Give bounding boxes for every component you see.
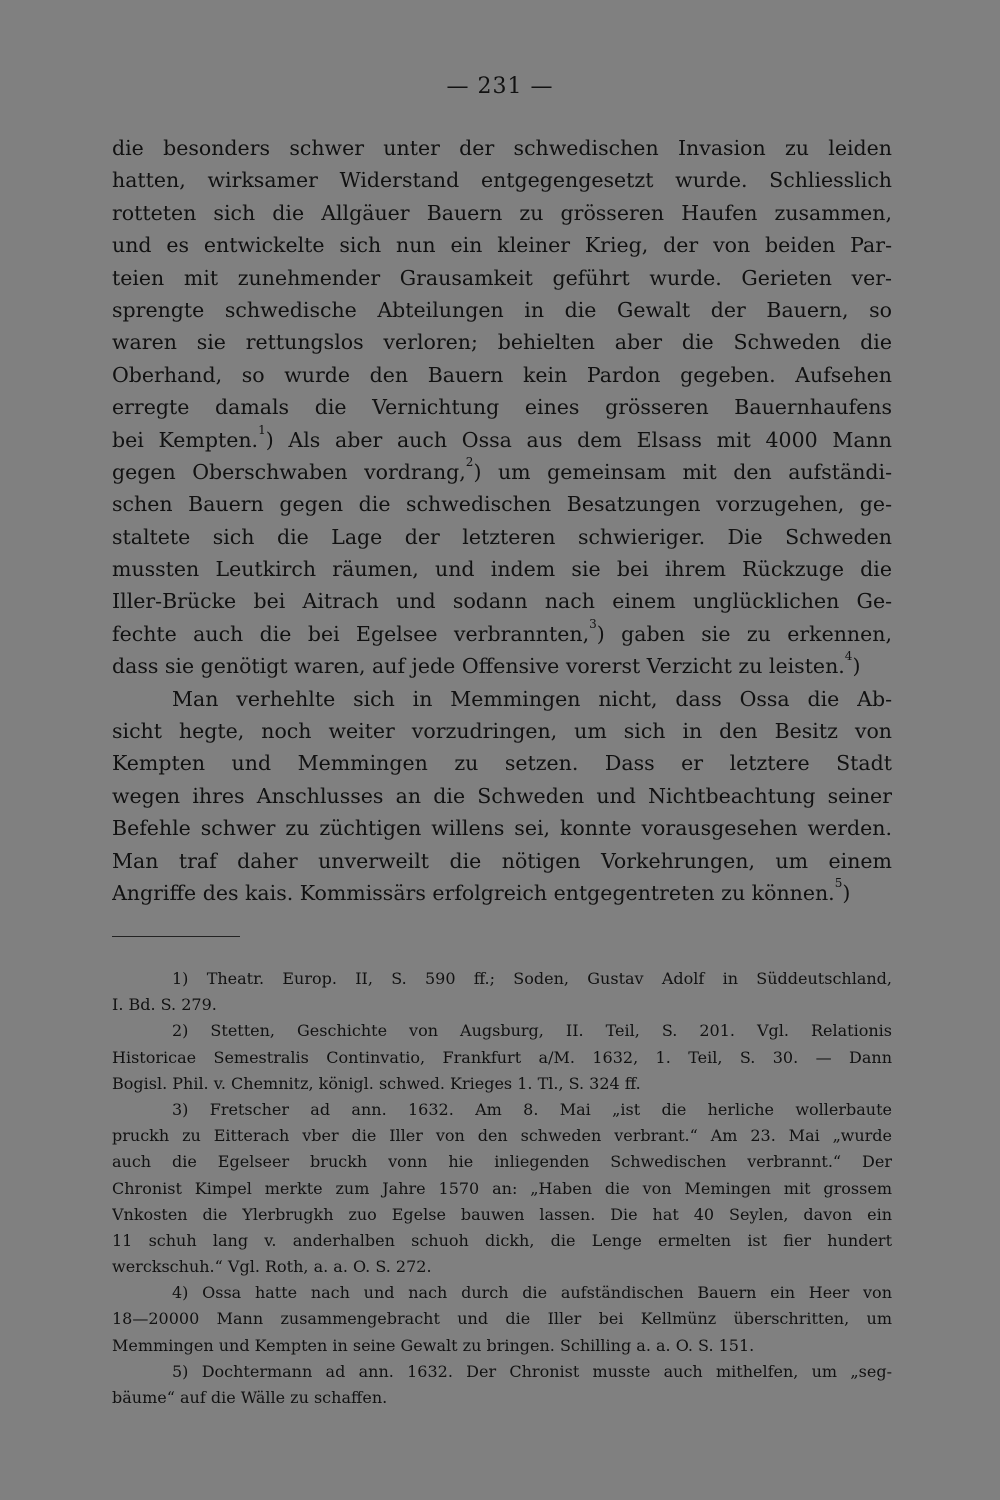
- footnote-line: 2) Stetten, Geschichte von Augsburg, II. Teil, S. 201. Vgl. Relationis: [172, 1021, 892, 1041]
- footnote-line: Vnkosten die Ylerbrugkh zuo Egelse bauwen lassen. Die hat 40 Seylen, davon ein: [112, 1204, 892, 1224]
- text-line: Man traf daher unverweilt die nötigen Vorkehrungen, um einem: [112, 848, 892, 873]
- text-segment: Als aber auch Ossa aus dem Elsass mit 4000 Mann: [273, 427, 892, 452]
- text-line: [112, 877, 892, 909]
- text-line: staltete sich die Lage der letzteren schwieriger. Die Schweden: [112, 524, 892, 549]
- text-segment: ): [265, 427, 274, 452]
- footnote-divider: [112, 936, 240, 937]
- footnote-line: bäume“ auf die Wälle zu schaffen.: [112, 1388, 388, 1407]
- footnote-line: Memmingen und Kempten in seine Gewalt zu bringen. Schilling a. a. O. S. 151.: [112, 1335, 755, 1355]
- footnote-ref-3: 3: [589, 617, 597, 631]
- footnote-line: Bogisl. Phil. v. Chemnitz, königl. schwed. Krieges 1. Tl., S. 324 ff.: [112, 1073, 641, 1093]
- footnote-line: 1) Theatr. Europ. II, S. 590 ff.; Soden, Gustav Adolf in Süddeutschland,: [172, 969, 892, 988]
- text-line: hatten, wirksamer Widerstand entgegengesetzt wurde. Schliesslich: [112, 168, 892, 193]
- footnote-ref-5: 5: [834, 876, 843, 890]
- text-line: Iller-Brücke bei Aitrach und sodann nach einem unglücklichen Ge-: [112, 589, 892, 614]
- footnote-line: pruckh zu Eitterach vber die Iller von den schweden verbrant.“ Am 23. Mai „wurde: [112, 1126, 892, 1146]
- text-line: [112, 424, 892, 456]
- footnote-line: 5) Dochtermann ad ann. 1632. Der Chronist musste auch mithelfen, um „seg-: [172, 1361, 892, 1381]
- text-line: wegen ihres Anschlusses an die Schweden und Nichtbeachtung seiner: [112, 783, 892, 808]
- text-segment: Angriffe des kais. Kommissärs erfolgreich entgegentreten zu können.: [112, 880, 835, 905]
- text-segment: gaben sie zu erkennen,: [604, 621, 892, 646]
- footnote-ref-4: 4: [844, 650, 853, 664]
- footnote-line: Chronist Kimpel merkte zum Jahre 1570 an: „Haben die von Memingen mit grossem: [112, 1178, 892, 1198]
- footnote-ref-2: 2: [465, 455, 474, 469]
- page-number: — 231 —: [446, 74, 554, 99]
- text-segment: bei Kempten.: [112, 427, 259, 452]
- text-segment: gegen Oberschwaben vordrang,: [112, 459, 466, 484]
- text-segment: dass sie genötigt waren, auf jede Offensive vorerst Verzicht zu leisten.: [112, 654, 845, 679]
- footnote-line: auch die Egelseer bruckh vonn hie inliegenden Schwedischen verbrannt.“ Der: [112, 1152, 892, 1172]
- footnote-line: werckschuh.“ Vgl. Roth, a. a. O. S. 272.: [112, 1257, 432, 1277]
- text-line: teien mit zunehmender Grausamkeit geführt wurde. Gerieten ver-: [112, 265, 892, 290]
- text-segment: fechte auch die bei Egelsee verbrannten,: [112, 621, 590, 646]
- text-line: [112, 618, 892, 650]
- main-text: [112, 132, 892, 909]
- text-line: Befehle schwer zu züchtigen willens sei, konnte vorausgesehen werden.: [112, 816, 892, 841]
- text-line: mussten Leutkirch räumen, und indem sie bei ihrem Rückzuge die: [112, 557, 892, 582]
- footnote-line: 11 schuh lang v. anderhalben schuoh dickh, die Lenge ermelten ist fier hundert: [112, 1230, 892, 1250]
- text-segment: ): [852, 654, 861, 679]
- text-line: Man verhehlte sich in Memmingen nicht, dass Ossa die Ab-: [172, 686, 892, 711]
- text-line: schen Bauern gegen die schwedischen Besatzungen vorzugehen, ge-: [112, 492, 892, 517]
- footnote-line: 18—20000 Mann zusammengebracht und die Iller bei Kellmünz überschritten, um: [112, 1309, 892, 1329]
- footnote-ref-1: 1: [258, 423, 266, 437]
- text-line: Oberhand, so wurde den Bauern kein Pardon gegeben. Aufsehen: [112, 362, 892, 387]
- footnotes: [112, 966, 892, 1411]
- text-segment: um gemeinsam mit den aufständi-: [481, 459, 892, 484]
- text-line: sicht hegte, noch weiter vorzudringen, um sich in den Besitz von: [112, 719, 892, 744]
- text-line: rotteten sich die Allgäuer Bauern zu grösseren Haufen zusammen,: [112, 200, 892, 225]
- text-line: erregte damals die Vernichtung eines grösseren Bauernhaufens: [112, 395, 892, 420]
- text-line: und es entwickelte sich nun ein kleiner Krieg, der von beiden Par-: [112, 233, 892, 258]
- text-segment: ): [842, 880, 851, 905]
- footnote-line: Historicae Semestralis Continvatio, Frankfurt a/M. 1632, 1. Teil, S. 30. — Dann: [112, 1047, 892, 1067]
- text-line: waren sie rettungslos verloren; behielten aber die Schweden die: [112, 330, 892, 355]
- footnote-line: 3) Fretscher ad ann. 1632. Am 8. Mai „ist die herliche wollerbaute: [172, 1099, 892, 1119]
- text-line: [112, 456, 892, 488]
- text-line: die besonders schwer unter der schwedischen Invasion zu leiden: [112, 136, 892, 160]
- footnote-line: 4) Ossa hatte nach und nach durch die aufständischen Bauern ein Heer von: [172, 1283, 892, 1303]
- text-line: Kempten und Memmingen zu setzen. Dass er letztere Stadt: [112, 751, 892, 776]
- text-segment: ): [473, 459, 482, 484]
- text-segment: ): [596, 621, 605, 646]
- text-line: [112, 650, 892, 682]
- text-line: sprengte schwedische Abteilungen in die Gewalt der Bauern, so: [112, 297, 892, 322]
- footnote-line: I. Bd. S. 279.: [112, 995, 217, 1015]
